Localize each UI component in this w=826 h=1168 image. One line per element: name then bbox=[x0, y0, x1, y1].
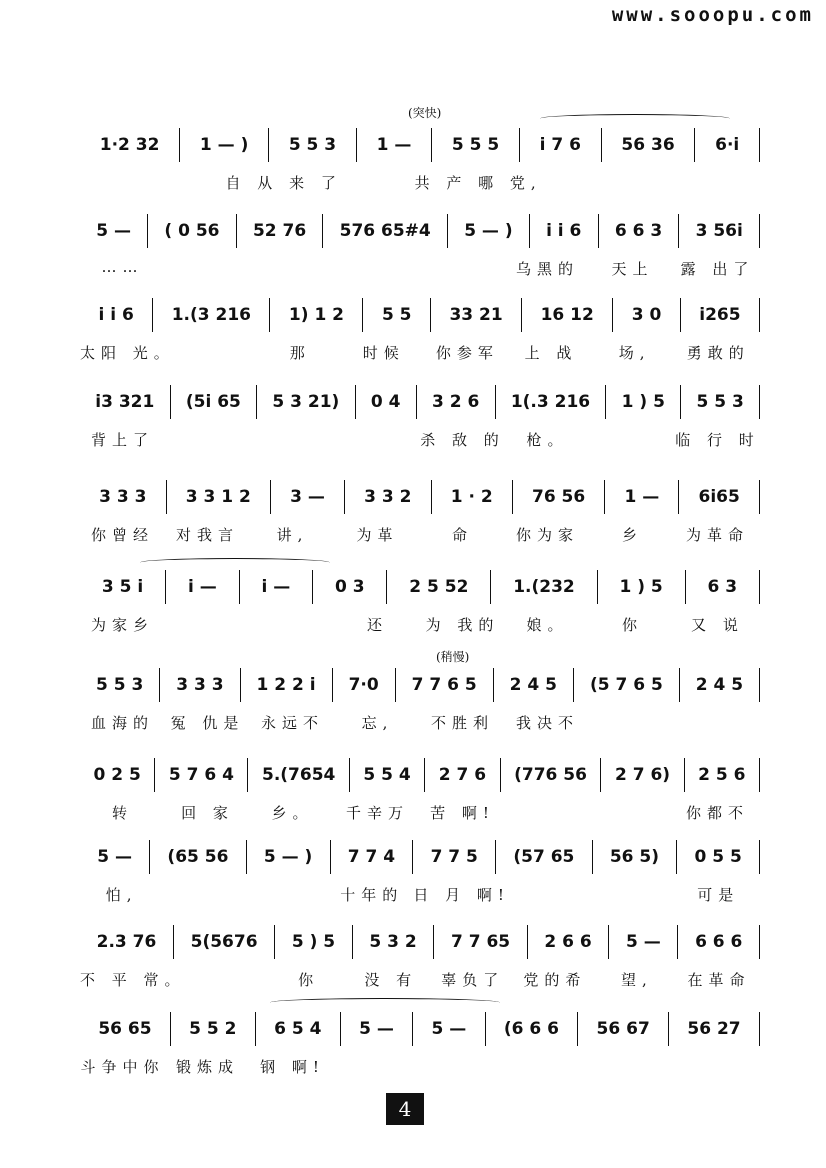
lyric-segment bbox=[505, 1056, 590, 1077]
measure: 5 5 4 bbox=[350, 758, 425, 792]
measure: i i 6 bbox=[80, 298, 153, 332]
measure: i i 6 bbox=[530, 214, 599, 248]
lyrics-row bbox=[80, 172, 760, 193]
measure: ( 0 56 bbox=[148, 214, 237, 248]
measure: 76 56 bbox=[513, 480, 606, 514]
measure: 16 12 bbox=[522, 298, 613, 332]
lyrics-row bbox=[80, 429, 760, 450]
lyric-segment bbox=[165, 614, 250, 635]
measure: 2 5 6 bbox=[685, 758, 760, 792]
lyric-segment bbox=[165, 258, 250, 279]
lyric-segment bbox=[590, 1056, 675, 1077]
measure: 1 ) 5 bbox=[606, 385, 681, 419]
lyric-segment bbox=[250, 258, 335, 279]
measure: 56 5) bbox=[593, 840, 678, 874]
score-system bbox=[0, 385, 826, 475]
notation-row bbox=[80, 758, 760, 792]
slur-mark bbox=[540, 114, 730, 123]
measure: (5 7 6 5 bbox=[574, 668, 680, 702]
tempo-mark-fast: (突快) bbox=[408, 106, 442, 120]
measure: 7 7 6 5 bbox=[396, 668, 494, 702]
measure: 1) 1 2 bbox=[270, 298, 363, 332]
score-system bbox=[0, 480, 826, 570]
lyric-segment: 上 战 bbox=[524, 344, 578, 362]
measure: 1·2 32 bbox=[80, 128, 180, 162]
measure: 2.3 76 bbox=[80, 925, 174, 959]
notation-row bbox=[80, 385, 760, 419]
lyric-segment: 转 bbox=[111, 804, 133, 822]
lyric-segment bbox=[593, 884, 676, 905]
measure: i3 321 bbox=[80, 385, 171, 419]
lyric-segment: 我决不 bbox=[515, 714, 579, 732]
lyrics-row bbox=[80, 1056, 760, 1077]
measure: 576 65#4 bbox=[323, 214, 448, 248]
lyric-segment: 党的希 bbox=[523, 971, 587, 989]
lyric-segment: 日 月 啊! bbox=[413, 886, 510, 904]
lyric-segment bbox=[250, 429, 335, 450]
measure: 3 56i bbox=[679, 214, 760, 248]
measure: 3 — bbox=[271, 480, 345, 514]
lyric-segment: 临 行 时 bbox=[675, 431, 760, 449]
measure: 56 67 bbox=[578, 1012, 669, 1046]
measure: i — bbox=[240, 570, 314, 604]
measure: 6 6 6 bbox=[678, 925, 760, 959]
lyric-segment: 千辛万 bbox=[345, 804, 409, 822]
measure: 0 3 bbox=[313, 570, 387, 604]
lyric-segment: 又 说 bbox=[691, 616, 744, 634]
lyric-segment: 时候 bbox=[362, 344, 405, 362]
notation-row bbox=[80, 480, 760, 514]
measure: 5 3 2 bbox=[353, 925, 435, 959]
measure: 6i65 bbox=[679, 480, 760, 514]
lyric-segment: 背上了 bbox=[90, 431, 154, 449]
slur-mark bbox=[270, 998, 500, 1007]
lyric-segment: 辜负了 bbox=[441, 971, 505, 989]
lyric-segment: 为革命 bbox=[685, 526, 749, 544]
lyric-segment bbox=[80, 172, 153, 193]
lyric-segment: 为革 bbox=[356, 526, 399, 544]
measure: 2 4 5 bbox=[494, 668, 574, 702]
measure: 5 5 3 bbox=[269, 128, 357, 162]
measure: 52 76 bbox=[237, 214, 324, 248]
lyric-segment bbox=[335, 1056, 420, 1077]
lyric-segment: 露 出了 bbox=[680, 260, 755, 278]
lyric-segment: 斗争中你 bbox=[80, 1058, 165, 1076]
score-system bbox=[0, 1012, 826, 1102]
lyric-segment: 为 我的 bbox=[425, 616, 500, 634]
measure: 1 — ) bbox=[180, 128, 269, 162]
measure: 1.(232 bbox=[491, 570, 597, 604]
measure: 3 3 3 bbox=[80, 480, 167, 514]
measure: 5 — ) bbox=[448, 214, 530, 248]
lyrics-row bbox=[80, 884, 760, 905]
lyric-segment: 还 bbox=[366, 616, 388, 634]
lyrics-row bbox=[80, 969, 760, 990]
lyrics-row bbox=[80, 342, 760, 363]
measure: 1 ) 5 bbox=[598, 570, 686, 604]
lyric-segment: 忘, bbox=[361, 714, 394, 732]
score-system bbox=[0, 758, 826, 848]
measure: 5 ) 5 bbox=[275, 925, 353, 959]
score-system bbox=[0, 840, 826, 930]
measure: 56 36 bbox=[602, 128, 696, 162]
lyric-segment: 不 平 常。 bbox=[80, 971, 186, 989]
lyric-segment: 杀 敌 的 bbox=[420, 431, 505, 449]
measure: (776 56 bbox=[501, 758, 602, 792]
lyric-segment bbox=[165, 429, 250, 450]
score-system bbox=[0, 668, 826, 758]
lyric-segment: 自 从 来 了 bbox=[225, 174, 342, 192]
score-system bbox=[0, 214, 826, 304]
measure: 2 6 6 bbox=[528, 925, 610, 959]
lyric-segment bbox=[590, 429, 675, 450]
measure: 1 2 2 i bbox=[241, 668, 333, 702]
lyric-segment: 怕, bbox=[105, 886, 138, 904]
measure: 5 — bbox=[80, 214, 148, 248]
lyric-segment bbox=[335, 258, 420, 279]
measure: 0 5 5 bbox=[677, 840, 760, 874]
notation-row bbox=[80, 925, 760, 959]
lyric-segment bbox=[505, 802, 590, 823]
lyric-segment: 乌黑的 bbox=[515, 260, 579, 278]
measure: 1 — bbox=[357, 128, 432, 162]
measure: 0 4 bbox=[356, 385, 417, 419]
slur-mark bbox=[140, 558, 330, 567]
measure: 0 2 5 bbox=[80, 758, 155, 792]
score-system bbox=[0, 128, 826, 218]
measure: 6·i bbox=[695, 128, 760, 162]
lyric-segment: 苦 啊! bbox=[430, 804, 495, 822]
lyric-segment: 勇敢的 bbox=[686, 344, 750, 362]
measure: 2 4 5 bbox=[680, 668, 760, 702]
measure: 5.(7654 bbox=[248, 758, 349, 792]
measure: 7 7 5 bbox=[413, 840, 496, 874]
lyric-segment bbox=[247, 884, 330, 905]
score-system bbox=[0, 298, 826, 388]
lyric-segment: 血海的 bbox=[90, 714, 154, 732]
measure: 2 5 52 bbox=[387, 570, 491, 604]
measure: (5i 65 bbox=[171, 385, 258, 419]
measure: 1.(3 216 bbox=[153, 298, 270, 332]
lyric-segment: 讲, bbox=[276, 526, 309, 544]
measure: 1 — bbox=[605, 480, 679, 514]
measure: 3 3 1 2 bbox=[167, 480, 271, 514]
measure: 5 — bbox=[341, 1012, 413, 1046]
lyric-segment: 回 家 bbox=[181, 804, 234, 822]
lyric-segment: 娘。 bbox=[526, 616, 569, 634]
measure: i 7 6 bbox=[520, 128, 602, 162]
site-watermark: www.sooopu.com bbox=[611, 4, 814, 26]
measure: 7·0 bbox=[333, 668, 396, 702]
lyric-segment bbox=[590, 712, 675, 733]
lyric-segment: 命 bbox=[451, 526, 473, 544]
lyrics-row bbox=[80, 802, 760, 823]
lyric-segment: 那 bbox=[289, 344, 311, 362]
lyric-segment: 冤 仇是 bbox=[170, 714, 245, 732]
lyric-segment: 钢 啊! bbox=[260, 1058, 325, 1076]
lyric-segment: 你曾经 bbox=[90, 526, 154, 544]
lyric-segment bbox=[590, 802, 675, 823]
measure: 5 5 3 bbox=[80, 668, 160, 702]
lyric-segment bbox=[614, 172, 687, 193]
notation-row bbox=[80, 298, 760, 332]
measure: 5 — bbox=[413, 1012, 485, 1046]
lyric-segment: 永远不 bbox=[260, 714, 324, 732]
lyric-segment bbox=[250, 614, 335, 635]
measure: 6 3 bbox=[686, 570, 760, 604]
lyric-segment: 太阳 光。 bbox=[80, 344, 175, 362]
lyric-segment: 你 bbox=[621, 616, 643, 634]
measure: 5 3 21) bbox=[257, 385, 355, 419]
lyric-segment: 共 产 哪 党, bbox=[414, 174, 542, 192]
measure: 5 5 2 bbox=[171, 1012, 256, 1046]
measure: 6 6 3 bbox=[599, 214, 680, 248]
measure: 56 27 bbox=[669, 1012, 760, 1046]
lyric-segment bbox=[153, 172, 226, 193]
lyric-segment bbox=[420, 258, 505, 279]
measure: 33 21 bbox=[431, 298, 522, 332]
measure: 6 5 4 bbox=[256, 1012, 341, 1046]
lyric-segment bbox=[687, 172, 760, 193]
measure: 7 7 4 bbox=[331, 840, 414, 874]
measure: (6 6 6 bbox=[486, 1012, 579, 1046]
page-number: 4 bbox=[386, 1093, 424, 1125]
lyric-segment: 不胜利 bbox=[430, 714, 494, 732]
lyric-segment bbox=[175, 342, 259, 363]
measure: 5(5676 bbox=[174, 925, 275, 959]
tempo-mark-slow: (稍慢) bbox=[436, 650, 470, 664]
measure: 5 5 5 bbox=[432, 128, 520, 162]
measure: 3 3 3 bbox=[160, 668, 240, 702]
measure: 5 — bbox=[80, 840, 150, 874]
lyric-segment bbox=[342, 172, 415, 193]
lyric-segment: 在革命 bbox=[687, 971, 751, 989]
score-system bbox=[0, 570, 826, 660]
lyrics-row bbox=[80, 258, 760, 279]
measure: 5 5 bbox=[363, 298, 431, 332]
lyric-segment: 你 bbox=[298, 971, 320, 989]
lyrics-row bbox=[80, 712, 760, 733]
lyric-segment: 乡 bbox=[621, 526, 643, 544]
measure: i — bbox=[166, 570, 240, 604]
lyric-segment: 可是 bbox=[697, 886, 740, 904]
lyric-segment: 没 有 bbox=[364, 971, 418, 989]
lyric-segment bbox=[542, 172, 615, 193]
measure: i265 bbox=[681, 298, 760, 332]
lyric-segment: 天上 bbox=[611, 260, 654, 278]
measure: 2 7 6) bbox=[601, 758, 684, 792]
notation-row bbox=[80, 668, 760, 702]
lyric-segment: 乡。 bbox=[271, 804, 314, 822]
notation-row bbox=[80, 128, 760, 162]
lyric-segment bbox=[163, 884, 246, 905]
measure: 3 3 2 bbox=[345, 480, 432, 514]
measure: (65 56 bbox=[150, 840, 246, 874]
lyric-segment: …… bbox=[101, 258, 144, 276]
lyric-segment: 枪。 bbox=[526, 431, 569, 449]
measure: 3 0 bbox=[613, 298, 681, 332]
lyrics-row bbox=[80, 614, 760, 635]
lyric-segment bbox=[510, 884, 593, 905]
measure: 5 — bbox=[609, 925, 678, 959]
measure: 7 7 65 bbox=[434, 925, 527, 959]
lyric-segment: 锻炼成 bbox=[175, 1058, 239, 1076]
lyric-segment: 你都不 bbox=[685, 804, 749, 822]
measure: 3 2 6 bbox=[417, 385, 496, 419]
lyric-segment: 场, bbox=[618, 344, 651, 362]
measure: 1 · 2 bbox=[432, 480, 513, 514]
lyric-segment bbox=[186, 969, 268, 990]
lyrics-row bbox=[80, 524, 760, 545]
lyric-segment: 你参军 bbox=[435, 344, 499, 362]
lyric-segment bbox=[675, 712, 760, 733]
lyric-segment: 望, bbox=[621, 971, 653, 989]
measure: 2 7 6 bbox=[425, 758, 500, 792]
measure: 5 7 6 4 bbox=[155, 758, 248, 792]
notation-row bbox=[80, 214, 760, 248]
measure: 1(.3 216 bbox=[496, 385, 607, 419]
lyric-segment: 为家乡 bbox=[90, 616, 154, 634]
measure: 56 65 bbox=[80, 1012, 171, 1046]
lyric-segment bbox=[420, 1056, 505, 1077]
notation-row bbox=[80, 840, 760, 874]
notation-row bbox=[80, 1012, 760, 1046]
lyric-segment bbox=[335, 429, 420, 450]
lyric-segment: 对我言 bbox=[175, 526, 239, 544]
measure: 5 — ) bbox=[247, 840, 331, 874]
measure: (57 65 bbox=[496, 840, 592, 874]
lyric-segment bbox=[675, 1056, 760, 1077]
measure: 5 5 3 bbox=[681, 385, 760, 419]
lyric-segment: 十年的 bbox=[340, 886, 404, 904]
lyric-segment: 你为家 bbox=[515, 526, 579, 544]
notation-row bbox=[80, 570, 760, 604]
measure: 3 5 i bbox=[80, 570, 166, 604]
